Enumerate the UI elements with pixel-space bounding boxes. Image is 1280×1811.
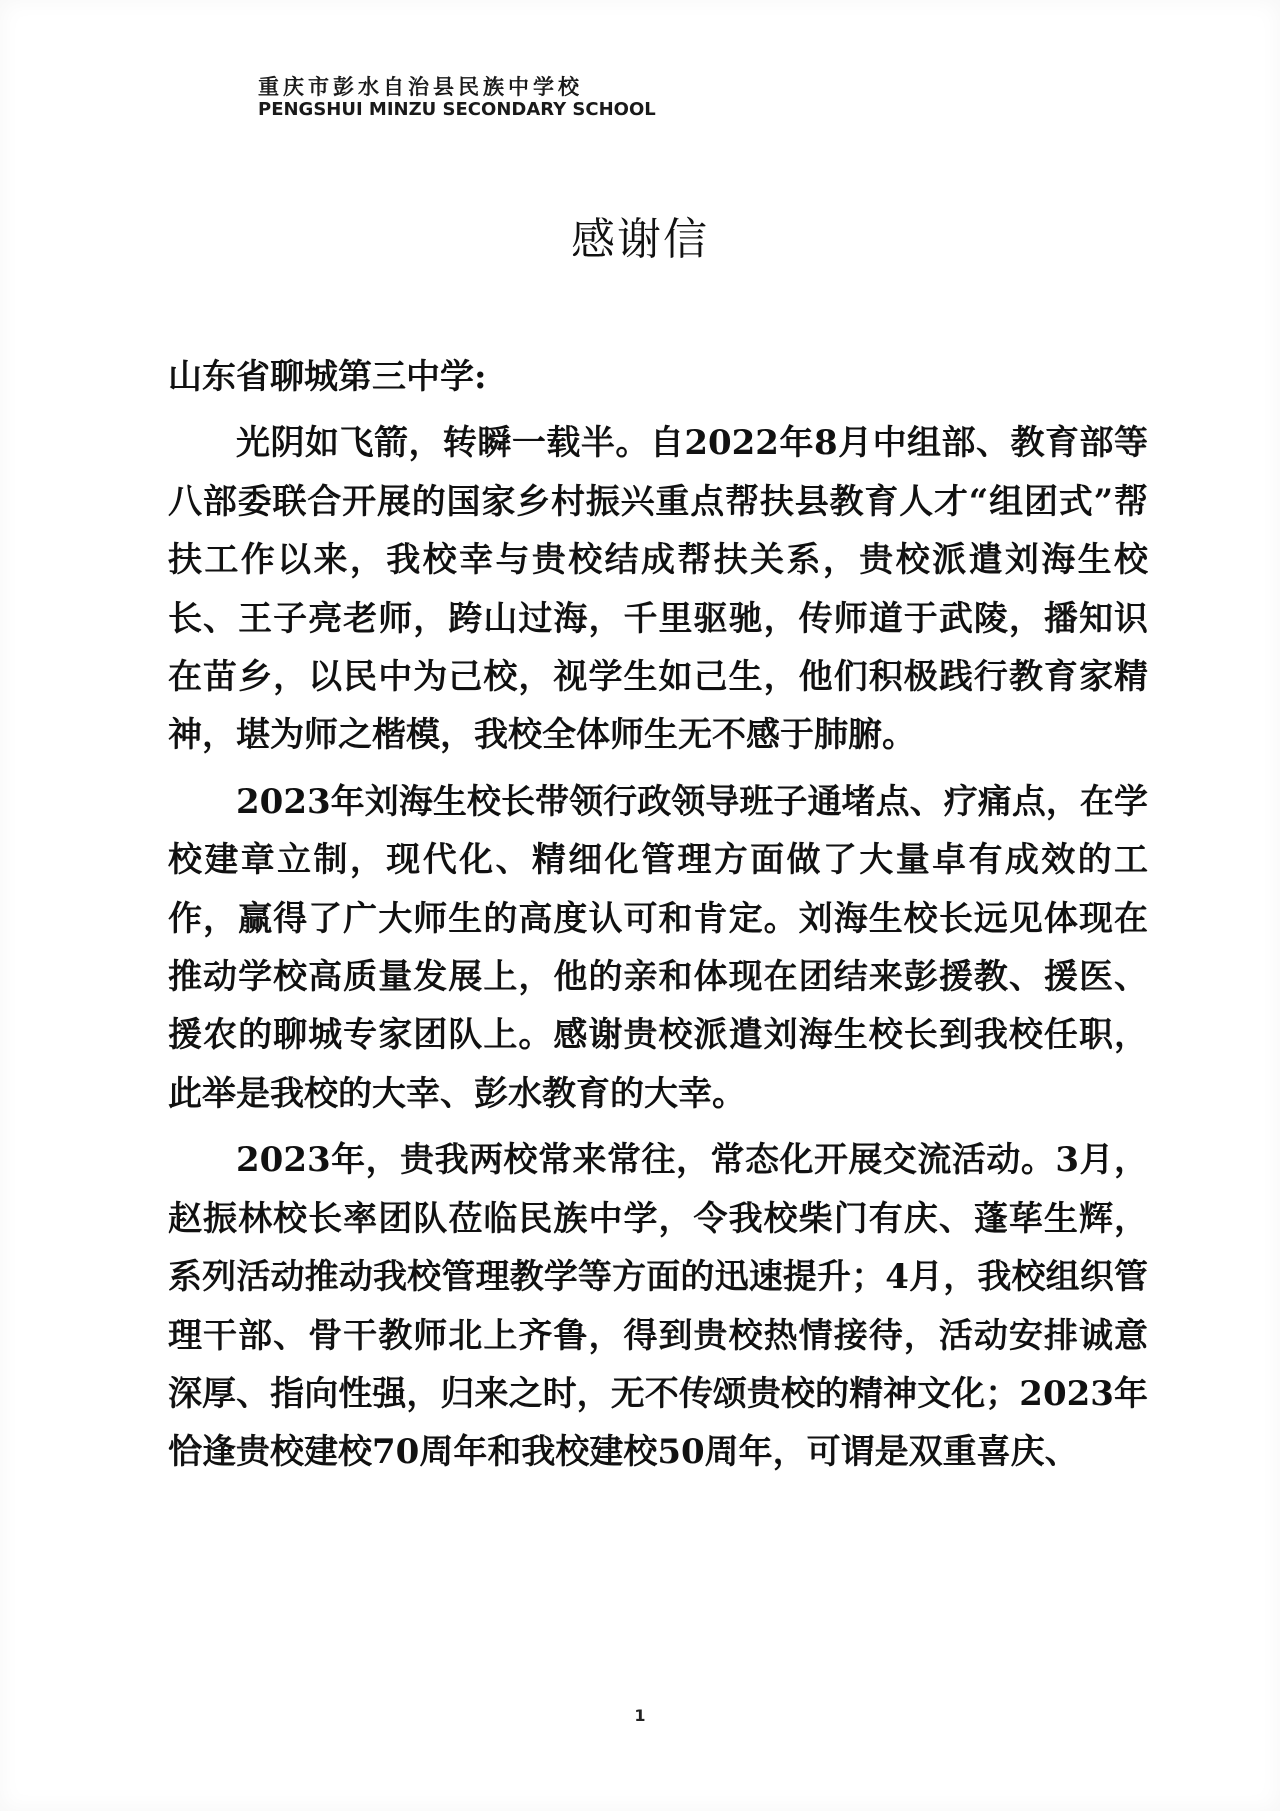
paragraph-3: 2023年，贵我两校常来常往，常态化开展交流活动。3月，赵振林校长率团队莅临民族中学，令我校柴门有庆、蓬荜生辉，系列活动推动我校管理教学等方面的迅速提升；4月，我校组织管理干部、骨干教师北上齐鲁，得到贵校热情接待，活动安排诚意深厚、指向性强，归来之时，无不传颂贵校的精神文化；2023年恰逢贵校建校70周年和我校建校50周年，可谓是双重喜庆、	[168, 1140, 1148, 1473]
paragraph-1: 光阴如飞箭，转瞬一载半。自2022年8月中组部、教育部等八部委联合开展的国家乡村振兴重点帮扶县教育人才“组团式”帮扶工作以来，我校幸与贵校结成帮扶关系，贵校派遣刘海生校长、王子亮老师，跨山过海，千里驱驰，传师道于武陵，播知识在苗乡，以民中为己校，视学生如己生，他们积极践行教育家精神，堪为师之楷模，我校全体师生无不感于肺腑。	[168, 423, 1148, 756]
page-number: 1	[634, 1706, 646, 1725]
school-name-chinese: 重庆市彭水自治县民族中学校	[258, 75, 583, 99]
school-name-english: PENGSHUI MINZU SECONDARY SCHOOL	[258, 99, 656, 120]
paragraph-2: 2023年刘海生校长带领行政领导班子通堵点、疗痛点，在学校建章立制，现代化、精细化管理方面做了大量卓有成效的工作，赢得了广大师生的高度认可和肯定。刘海生校长远见体现在推动学校高质量发展上，他的亲和体现在团结来彭援教、援医、援农的聊城专家团队上。感谢贵校派遣刘海生校长到我校任职，此举是我校的大幸、彭水教育的大幸。	[168, 781, 1148, 1114]
letter-body	[168, 348, 1148, 1490]
letterhead	[258, 74, 678, 120]
letter-title: 感谢信	[571, 214, 709, 265]
salutation: 山东省聊城第三中学:	[168, 357, 487, 397]
